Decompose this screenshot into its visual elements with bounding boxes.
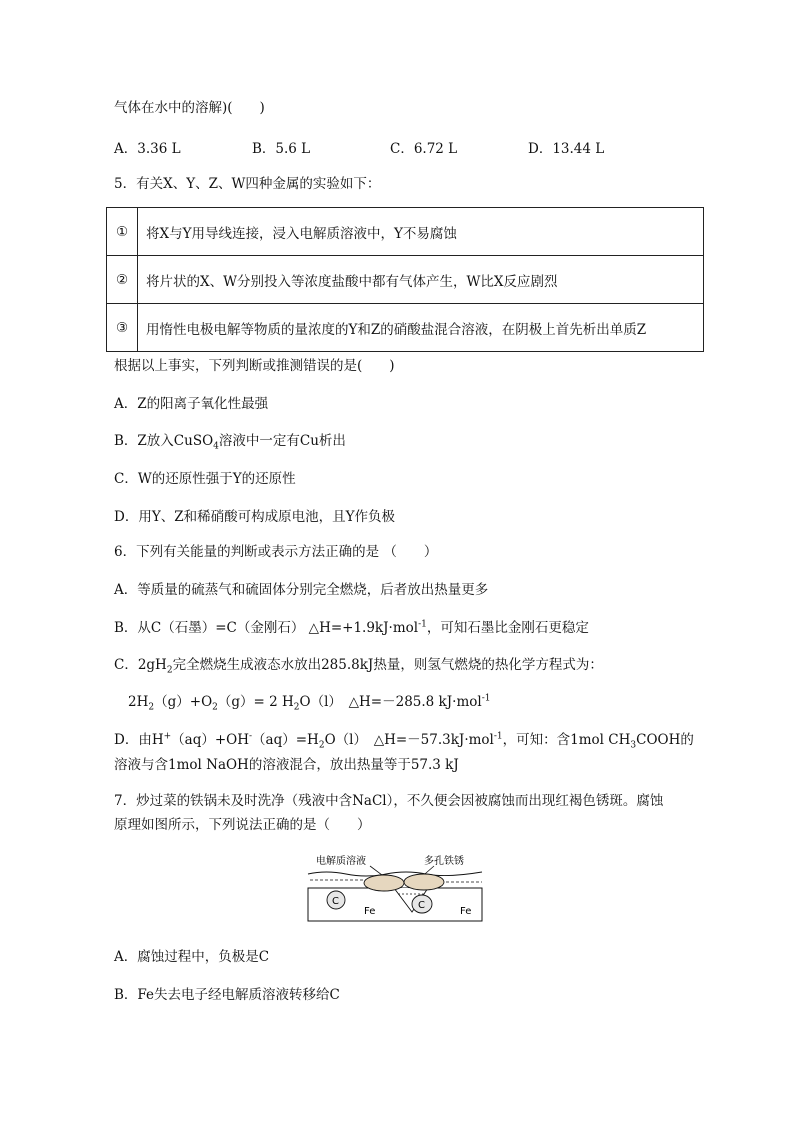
q7-stem-line2: 原理如图所示，下列说法正确的是（ ） [114, 817, 371, 833]
q6-equation [128, 693, 490, 711]
q7-stem-line1: 7．炒过菜的铁锅未及时洗净（残液中含NaCl），不久便会因被腐蚀而出现红褐色锈斑。腐蚀 [114, 793, 664, 809]
subscript: 4 [213, 441, 219, 452]
liquid-surface [308, 872, 482, 876]
text-part: B．从C（石墨）=C（金刚石） △H=+1.9kJ·mol [114, 620, 419, 636]
subscript: 2 [148, 702, 155, 713]
label-rust: 多孔铁锈 [424, 856, 464, 867]
text-part: （aq）+OH [171, 732, 249, 748]
label-electrolyte: 电解质溶液 [316, 856, 366, 867]
label-fe1: Fe [364, 906, 376, 917]
q4-option-b[interactable]: B．5.6 L [252, 141, 311, 157]
q5-facts-table [106, 207, 704, 352]
q4-stem-tail: 气体在水中的溶解)( ) [114, 100, 265, 116]
q6-option-d[interactable] [114, 731, 694, 749]
table-row [107, 256, 704, 304]
table-row [107, 304, 704, 352]
q5-option-c[interactable]: C．W的还原性强于Y的还原性 [114, 471, 296, 487]
superscript: - [249, 731, 253, 742]
q6-option-a[interactable]: A．等质量的硫蒸气和硫固体分别完全燃烧，后者放出热量更多 [114, 582, 489, 598]
text-part: COOH的 [636, 732, 694, 748]
text-part: O（l） △H=－285.8 kJ·mol [299, 694, 482, 710]
subscript: 2 [293, 702, 300, 713]
q7-option-b[interactable]: B．Fe失去电子经电解质溶液转移给C [114, 987, 340, 1003]
corrosion-diagram [306, 852, 484, 924]
subscript: 3 [630, 740, 637, 751]
text-part: 2H [128, 694, 149, 710]
label-c2: C [418, 900, 425, 911]
q5-option-b[interactable] [114, 432, 346, 450]
text-part: （aq）=H [252, 732, 319, 748]
rust-lump [404, 874, 444, 890]
subscript: 2 [318, 740, 325, 751]
q6-option-b[interactable] [114, 619, 589, 637]
q4-option-a[interactable]: A．3.36 L [114, 141, 181, 157]
row-number: ① [107, 208, 138, 256]
text-part: 完全燃烧生成液态水放出285.8kJ热量，则氢气燃烧的热化学方程式为： [172, 657, 603, 673]
row-number: ② [107, 256, 138, 304]
text-part: ，可知：含1mol CH [502, 732, 631, 748]
text-part: ，可知石墨比金刚石更稳定 [426, 620, 589, 636]
q5-option-d[interactable]: D．用Y、Z和稀硝酸可构成原电池，且Y作负极 [114, 509, 396, 525]
q6-stem: 6．下列有关能量的判断或表示方法正确的是 （ ） [114, 544, 438, 560]
text-part: C．2gH [114, 657, 167, 673]
text-part: （g）= 2 H [217, 694, 294, 710]
row-text: 将片状的X、W分别投入等浓度盐酸中都有气体产生，W比X反应剧烈 [138, 256, 704, 304]
table-row [107, 208, 704, 256]
label-fe2: Fe [460, 906, 472, 917]
q4-option-c[interactable]: C．6.72 L [390, 141, 458, 157]
row-number: ③ [107, 304, 138, 352]
q6-option-c[interactable] [114, 656, 603, 674]
q7-option-a[interactable]: A．腐蚀过程中，负极是C [114, 949, 270, 965]
text-part: 溶液中一定有Cu析出 [218, 433, 346, 449]
text-part: O（l） △H=－57.3kJ·mol [324, 732, 494, 748]
text-part: D．由H [114, 732, 164, 748]
superscript: + [163, 731, 172, 742]
rust-lump [364, 875, 404, 891]
row-text: 用惰性电极电解等物质的量浓度的Y和Z的硝酸盐混合溶液，在阴极上首先析出单质Z [138, 304, 704, 352]
subscript: 2 [212, 702, 218, 713]
text-part: B．Z放入CuSO [114, 433, 214, 449]
superscript: -1 [493, 731, 503, 742]
row-text: 将X与Y用导线连接，浸入电解质溶液中，Y不易腐蚀 [138, 208, 704, 256]
q6-option-d-cont: 溶液与含1mol NaOH的溶液混合，放出热量等于57.3 kJ [114, 757, 459, 773]
q5-option-a[interactable]: A．Z的阳离子氧化性最强 [114, 396, 269, 412]
label-c1: C [332, 896, 339, 907]
text-part: （g）+O [154, 694, 213, 710]
q5-stem: 5．有关X、Y、Z、W四种金属的实验如下： [114, 176, 381, 192]
subscript: 2 [166, 665, 173, 676]
superscript: -1 [481, 693, 491, 704]
q4-option-d[interactable]: D．13.44 L [528, 141, 605, 157]
superscript: -1 [418, 619, 427, 630]
q5-question: 根据以上事实，下列判断或推测错误的是( ) [114, 358, 395, 374]
